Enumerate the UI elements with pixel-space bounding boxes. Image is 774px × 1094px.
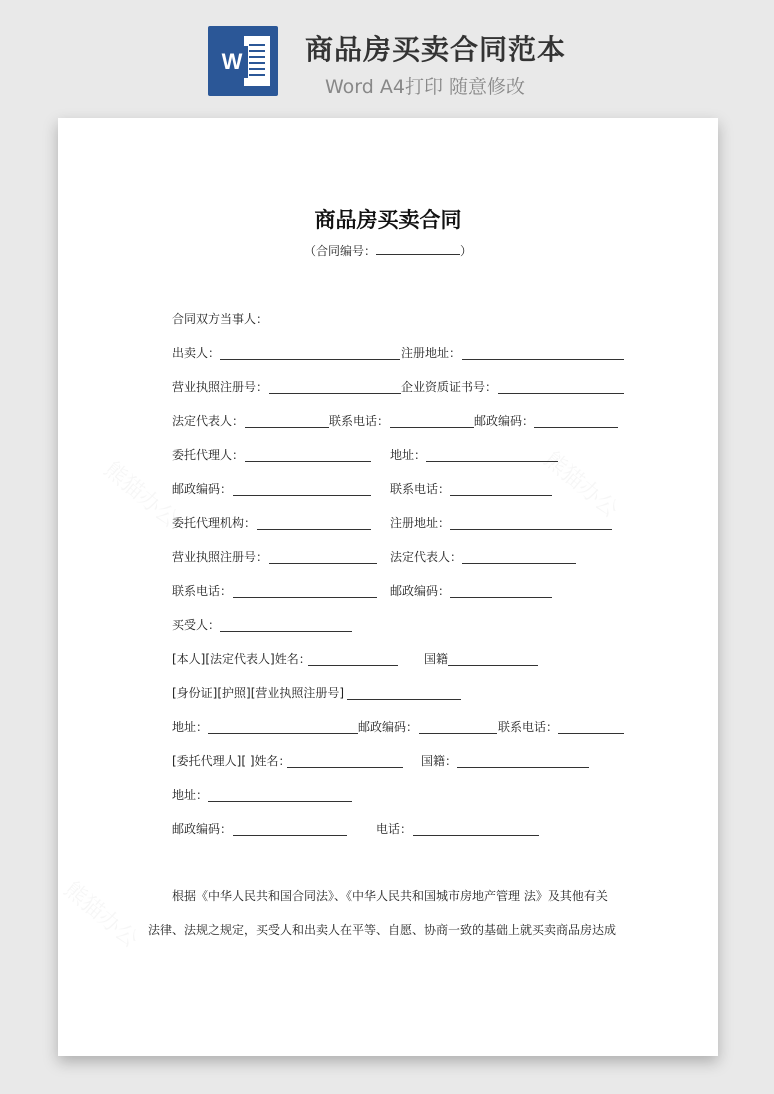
parties-heading: 合同双方当事人： bbox=[172, 312, 269, 326]
intro-paragraph-line-1: 根据《中华人民共和国合同法》、《中华人民共和国城市房地产管理 法》及其他有关 bbox=[172, 889, 608, 903]
qualification-label: 企业资质证书号： bbox=[401, 380, 498, 394]
agency-label: 委托代理机构： bbox=[172, 516, 257, 530]
document-title: 商品房买卖合同 bbox=[314, 208, 462, 232]
biz-license-field[interactable] bbox=[269, 393, 401, 394]
buyer-phone-field[interactable] bbox=[558, 733, 624, 734]
buyer-field[interactable] bbox=[220, 631, 352, 632]
biz-license2-field[interactable] bbox=[269, 563, 377, 564]
seller-label: 出卖人： bbox=[172, 346, 221, 360]
postcode2-label: 邮政编码： bbox=[172, 482, 233, 496]
postcode3-field[interactable] bbox=[450, 597, 552, 598]
agent-label: 委托代理人： bbox=[172, 448, 245, 462]
legal-rep2-label: 法定代表人： bbox=[390, 550, 463, 564]
contract-number-blank[interactable] bbox=[376, 242, 460, 255]
phone4-label: 电话： bbox=[376, 822, 413, 836]
buyer-agent-field[interactable] bbox=[287, 767, 403, 768]
agency-field[interactable] bbox=[257, 529, 371, 530]
buyer-label: 买受人： bbox=[172, 618, 221, 632]
postcode2-field[interactable] bbox=[233, 495, 371, 496]
reg-address2-label: 注册地址： bbox=[390, 516, 451, 530]
buyer-name-field[interactable] bbox=[308, 665, 398, 666]
buyer-address-label: 地址： bbox=[172, 720, 209, 734]
reg-address-label: 注册地址： bbox=[401, 346, 462, 360]
phone-field[interactable] bbox=[390, 427, 474, 428]
nationality-label: 国籍 bbox=[424, 652, 449, 666]
contract-number-suffix: ） bbox=[460, 244, 473, 258]
postcode-field[interactable] bbox=[534, 427, 618, 428]
contract-number-prefix: （合同编号： bbox=[303, 244, 376, 258]
phone4-field[interactable] bbox=[413, 835, 539, 836]
watermark bbox=[538, 443, 625, 523]
phone3-label: 联系电话： bbox=[172, 584, 233, 598]
seller-field[interactable] bbox=[220, 359, 400, 360]
biz-license-label: 营业执照注册号： bbox=[172, 380, 269, 394]
buyer-address-field[interactable] bbox=[208, 733, 358, 734]
postcode-label: 邮政编码： bbox=[474, 414, 535, 428]
reg-address-field[interactable] bbox=[462, 359, 624, 360]
phone3-field[interactable] bbox=[233, 597, 377, 598]
header-banner bbox=[0, 0, 774, 110]
biz-license2-label: 营业执照注册号： bbox=[172, 550, 269, 564]
phone2-field[interactable] bbox=[450, 495, 552, 496]
id-label: [身份证][护照][营业执照注册号] bbox=[172, 686, 345, 700]
id-field[interactable] bbox=[347, 699, 461, 700]
legal-rep2-field[interactable] bbox=[462, 563, 576, 564]
phone2-label: 联系电话： bbox=[390, 482, 451, 496]
buyer-postcode-field[interactable] bbox=[419, 733, 497, 734]
agent-field[interactable] bbox=[245, 461, 371, 462]
buyer-agent-label: [委托代理人][ ]姓名： bbox=[172, 754, 291, 768]
buyer-postcode-label: 邮政编码： bbox=[358, 720, 419, 734]
postcode4-label: 邮政编码： bbox=[172, 822, 233, 836]
watermark bbox=[58, 873, 145, 953]
qualification-field[interactable] bbox=[498, 393, 624, 394]
address2-field[interactable] bbox=[208, 801, 352, 802]
intro-paragraph-line-2: 法律、法规之规定，买受人和出卖人在平等、自愿、协商一致的基础上就买卖商品房达成 bbox=[148, 923, 617, 937]
postcode3-label: 邮政编码： bbox=[390, 584, 451, 598]
phone-label: 联系电话： bbox=[329, 414, 390, 428]
buyer-name-label: [本人][法定代表人]姓名： bbox=[172, 652, 311, 666]
nationality2-label: 国籍： bbox=[421, 754, 458, 768]
reg-address2-field[interactable] bbox=[450, 529, 612, 530]
address-label: 地址： bbox=[390, 448, 427, 462]
legal-rep-field[interactable] bbox=[245, 427, 329, 428]
legal-rep-label: 法定代表人： bbox=[172, 414, 245, 428]
nationality-field[interactable] bbox=[448, 665, 538, 666]
contract-number bbox=[58, 242, 718, 259]
address2-label: 地址： bbox=[172, 788, 209, 802]
document-page bbox=[58, 118, 718, 1056]
nationality2-field[interactable] bbox=[457, 767, 589, 768]
banner-title: 商品房买卖合同范本 bbox=[305, 33, 567, 66]
word-icon bbox=[208, 26, 278, 96]
banner-subtitle: Word A4打印 随意修改 bbox=[325, 76, 526, 98]
word-icon-letter: W bbox=[216, 46, 248, 78]
postcode4-field[interactable] bbox=[233, 835, 347, 836]
address-field[interactable] bbox=[426, 461, 558, 462]
buyer-phone-label: 联系电话： bbox=[498, 720, 559, 734]
